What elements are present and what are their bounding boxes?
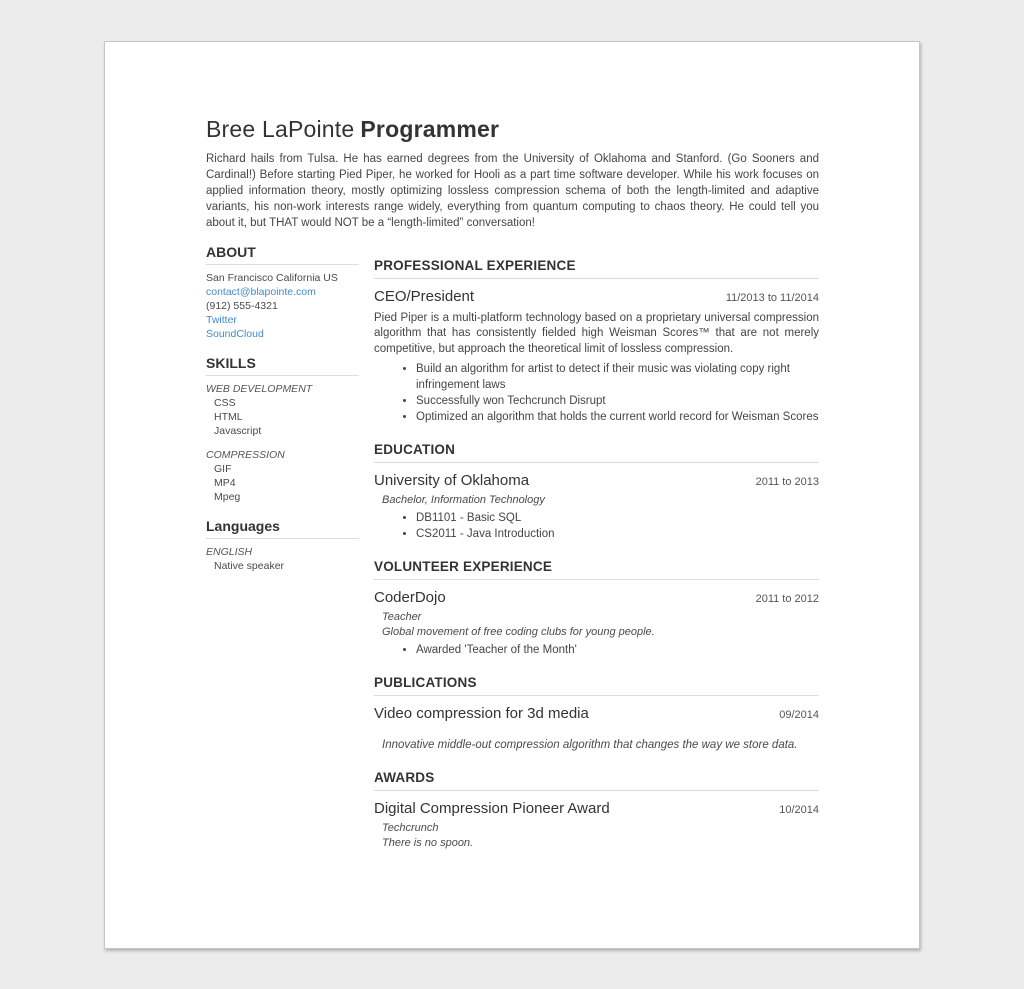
soundcloud-link[interactable]: SoundCloud xyxy=(206,327,264,340)
publication-entry xyxy=(374,705,819,753)
entry-title: CEO/President xyxy=(374,287,475,305)
email-link[interactable]: contact@blapointe.com xyxy=(206,285,316,298)
section-professional-experience xyxy=(374,258,819,426)
skill-items xyxy=(206,462,359,504)
phone-text: (912) 555-4321 xyxy=(206,299,278,312)
skill-group-name: COMPRESSION xyxy=(206,448,285,461)
resume-header xyxy=(206,116,819,232)
bullet-item: • CS2011 - Java Introduction xyxy=(416,526,819,542)
entry-header xyxy=(374,472,819,489)
entry-description: Pied Piper is a multi-platform technology based on a proprietary universal compression algorithm that has consistently fielded high Weisman Scores™ that are not merely competitive, but approach the theoretical limit of lossless compression. xyxy=(374,311,819,356)
skill-item: GIF xyxy=(214,462,232,475)
bullet-item: • Successfully won Techcrunch Disrupt xyxy=(416,393,819,409)
entry-subtitle-secondary: There is no spoon. xyxy=(382,837,474,850)
sidebar xyxy=(206,244,359,587)
languages-section xyxy=(206,518,359,573)
entry-subtitle-secondary: Global movement of free coding clubs for young people. xyxy=(382,626,655,639)
page-title xyxy=(206,116,819,143)
section-heading: EDUCATION xyxy=(374,442,819,463)
languages-heading: Languages xyxy=(206,518,359,539)
entry-header xyxy=(374,288,819,305)
entry-subtitle: Bachelor, Information Technology xyxy=(382,494,545,507)
section-heading: PROFESSIONAL EXPERIENCE xyxy=(374,258,819,279)
skill-items xyxy=(206,396,359,438)
entry-subtitle: Teacher xyxy=(382,611,422,624)
person-job-title: Programmer xyxy=(360,116,500,142)
experience-entry xyxy=(374,288,819,426)
entry-date: 2011 to 2013 xyxy=(755,476,819,489)
content-columns xyxy=(206,244,819,869)
education-entry xyxy=(374,472,819,542)
skill-group-web-development xyxy=(206,382,359,438)
entry-title: Video compression for 3d media xyxy=(374,705,589,723)
twitter-link[interactable]: Twitter xyxy=(206,313,237,326)
about-section xyxy=(206,244,359,341)
person-name: Bree LaPointe xyxy=(206,116,355,142)
entry-header xyxy=(374,800,819,817)
bullet-item: • Optimized an algorithm that holds the current world record for Weisman Scores xyxy=(416,409,819,425)
skill-item: CSS xyxy=(214,396,236,409)
skill-item: HTML xyxy=(214,410,243,423)
section-heading: AWARDS xyxy=(374,770,819,791)
bullet-item: • Awarded 'Teacher of the Month' xyxy=(416,642,819,658)
summary-paragraph: Richard hails from Tulsa. He has earned degrees from the University of Oklahoma and Stanford. (Go Sooners and Cardinal!) Before starting Pied Piper, he worked for Hooli as a part time software developer. While his work focuses on applied information theory, mostly optimizing lossless compression schema of both the length-limited and adaptive variants, his non-work interests range widely, everything from quantum computing to chaos theory. He could tell you about it, but THAT would NOT be a “length-limited” conversation! xyxy=(206,153,819,229)
entry-header xyxy=(374,705,819,722)
skills-heading: SKILLS xyxy=(206,355,359,376)
skill-item: Mpeg xyxy=(214,490,241,503)
entry-bullets xyxy=(374,642,819,658)
entry-title: University of Oklahoma xyxy=(374,472,530,490)
main-column xyxy=(374,244,819,869)
about-heading: ABOUT xyxy=(206,244,359,265)
entry-subtitle: Techcrunch xyxy=(382,822,439,835)
entry-bullets xyxy=(374,510,819,542)
language-group-english xyxy=(206,545,359,573)
language-level: Native speaker xyxy=(214,559,285,572)
publication-description: Innovative middle-out compression algorithm that changes the way we store data. xyxy=(382,739,798,752)
location-text: San Francisco California US xyxy=(206,271,338,284)
skill-item: Javascript xyxy=(214,424,262,437)
skill-group-compression xyxy=(206,448,359,504)
skills-section xyxy=(206,355,359,504)
section-heading: PUBLICATIONS xyxy=(374,675,819,696)
entry-date: 11/2013 to 11/2014 xyxy=(725,291,819,304)
section-publications xyxy=(374,675,819,753)
section-heading: VOLUNTEER EXPERIENCE xyxy=(374,559,819,580)
section-awards xyxy=(374,770,819,851)
skill-group-name: WEB DEVELOPMENT xyxy=(206,382,313,395)
entry-title: CoderDojo xyxy=(374,589,446,607)
bullet-item: • DB1101 - Basic SQL xyxy=(416,510,819,526)
section-education xyxy=(374,442,819,542)
section-volunteer-experience xyxy=(374,559,819,658)
language-name: ENGLISH xyxy=(206,545,253,558)
language-items xyxy=(206,559,359,573)
bullet-item: • Build an algorithm for artist to detect if their music was violating copy right infringement laws xyxy=(416,361,819,393)
entry-date: 09/2014 xyxy=(779,709,819,722)
entry-date: 10/2014 xyxy=(779,804,819,817)
resume-page xyxy=(104,41,920,949)
entry-header xyxy=(374,589,819,606)
skill-item: MP4 xyxy=(214,476,236,489)
award-entry xyxy=(374,800,819,851)
volunteer-entry xyxy=(374,589,819,658)
entry-bullets xyxy=(374,361,819,425)
entry-title: Digital Compression Pioneer Award xyxy=(374,800,610,818)
entry-date: 2011 to 2012 xyxy=(755,593,819,606)
